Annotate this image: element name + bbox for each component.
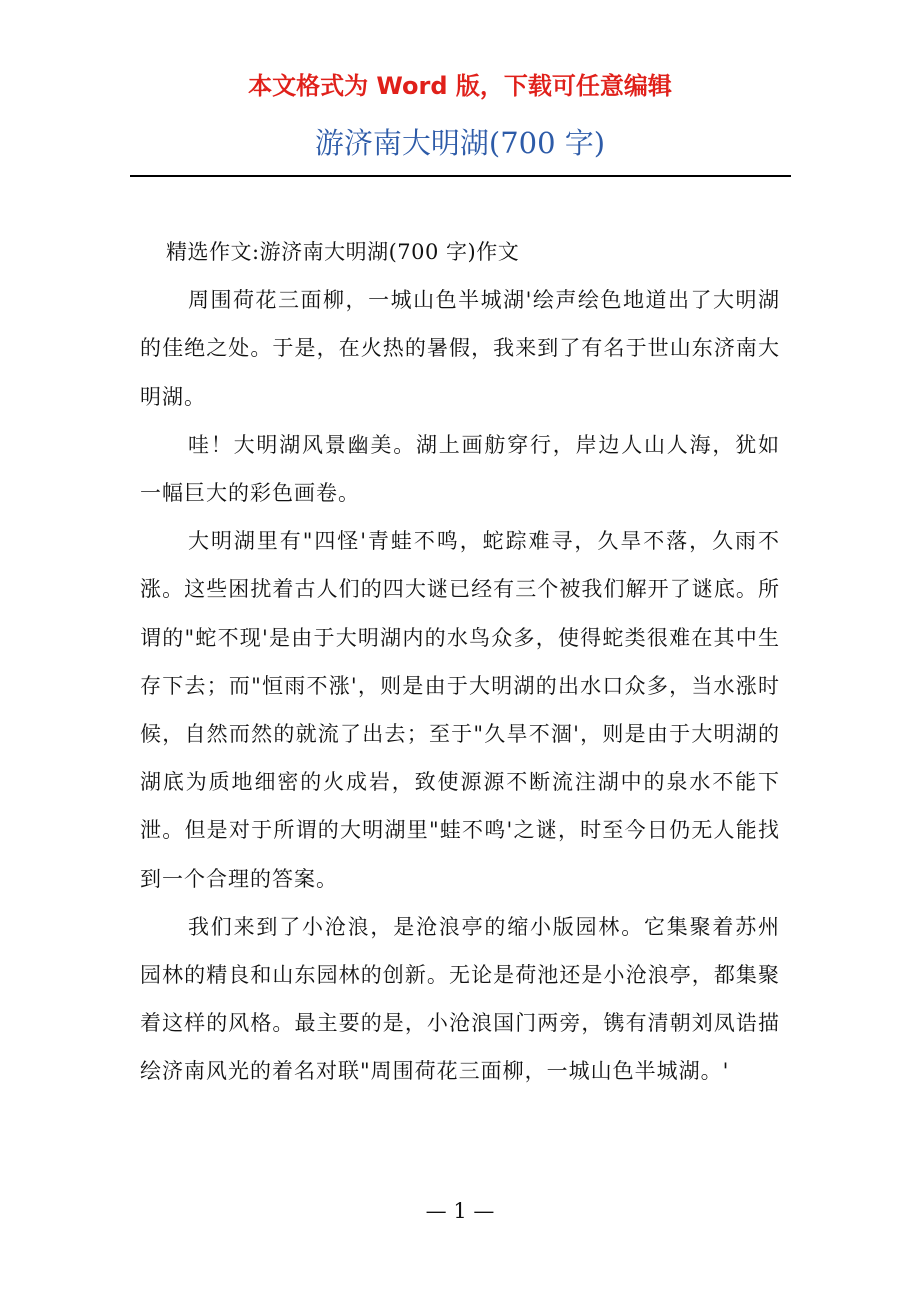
paragraph-4: 我们来到了小沧浪，是沧浪亭的缩小版园林。它集聚着苏州园林的精良和山东园林的创新。无论是荷池还是小沧浪亭，都集聚着这样的风格。最主要的是，小沧浪国门两旁，镌有清朝刘凤诰描绘济南风光的着名对联"周围荷花三面柳，一城山色半城湖。' (140, 914, 780, 1084)
article-body (140, 228, 780, 1096)
paragraph-1: 周围荷花三面柳，一城山色半城湖'绘声绘色地道出了大明湖的佳绝之处。于是，在火热的暑假，我来到了有名于世山东济南大明湖。 (140, 288, 780, 409)
title-divider (130, 175, 791, 177)
page-number: — 1 — (425, 1199, 495, 1223)
paragraph-2: 哇！大明湖风景幽美。湖上画舫穿行，岸边人山人海，犹如一幅巨大的彩色画卷。 (140, 432, 780, 506)
article-lead: 精选作文:游济南大明湖(700 字)作文 (166, 240, 520, 264)
format-notice: 本文格式为 Word 版，下载可任意编辑 (248, 72, 672, 100)
document-title: 游济南大明湖(700 字) (314, 126, 606, 160)
paragraph-3: 大明湖里有"四怪'青蛙不鸣，蛇踪难寻，久旱不落，久雨不涨。这些困扰着古人们的四大谜已经有三个被我们解开了谜底。所谓的"蛇不现'是由于大明湖内的水鸟众多，使得蛇类很难在其中生存下去；而"恒雨不涨'，则是由于大明湖的出水口众多，当水涨时候，自然而然的就流了出去；至于"久旱不涸'，则是由于大明湖的湖底为质地细密的火成岩，致使源源不断流注湖中的泉水不能下泄。但是对于所谓的大明湖里"蛙不鸣'之谜，时至今日仍无人能找到一个合理的答案。 (140, 529, 780, 891)
